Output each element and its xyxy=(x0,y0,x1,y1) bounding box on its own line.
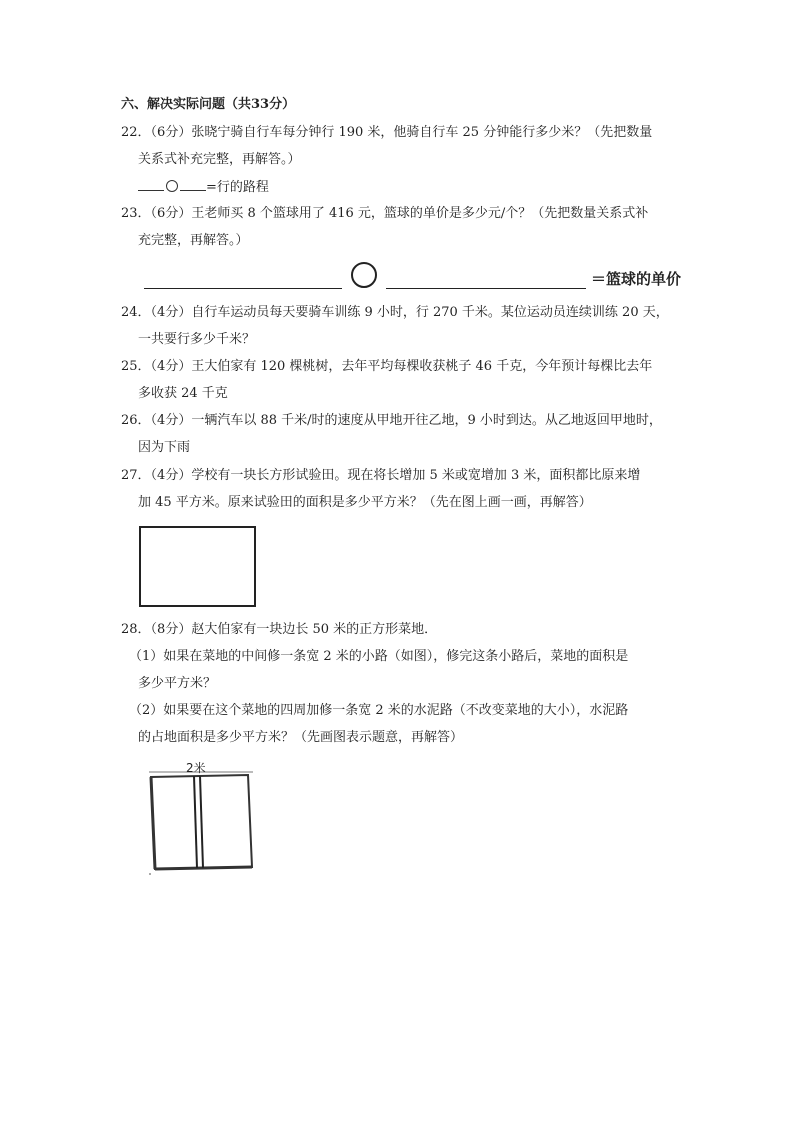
q28-path-right-line xyxy=(200,776,203,868)
q27-field-rectangle[interactable] xyxy=(139,526,256,607)
q28-line1: 28．（8分）赵大伯家有一块边长 50 米的正方形菜地． xyxy=(121,622,438,637)
q22-operator-circle[interactable] xyxy=(166,180,178,192)
q23-operator-circle[interactable] xyxy=(351,262,377,288)
q22-line1: 22．（6分）张晓宁骑自行车每分钟行 190 米，他骑自行车 25 分钟能行多少米？（先把数量 xyxy=(121,125,653,140)
q23-line1: 23．（6分）王老师买 8 个篮球用了 416 元，篮球的单价是多少元/个？（先把数量关系式补 xyxy=(121,206,649,221)
q22-formula-result: =行的路程 xyxy=(206,180,269,195)
q28-sub1-line2: 多少平方米？ xyxy=(138,676,217,691)
q27-line2: 加 45 平方米。原来试验田的面积是多少平方米？（先在图上画一画，再解答） xyxy=(138,495,592,510)
q26-line1: 26．（4分）一辆汽车以 88 千米/时的速度从甲地开往乙地，9 小时到达。从乙地返回甲地时， xyxy=(121,413,662,428)
q28-path-width-label: 2米 xyxy=(186,761,206,775)
q23-blank-2[interactable] xyxy=(386,288,586,289)
q24-line1: 24．（4分）自行车运动员每天要骑车训练 9 小时，行 270 千米。某位运动员连续训练 20 天， xyxy=(121,305,669,320)
q22-line2: 关系式补充完整，再解答。） xyxy=(138,152,301,167)
q23-formula-result: ＝篮球的单价 xyxy=(591,270,682,288)
q26-line2: 因为下雨 xyxy=(138,440,191,455)
q23-blank-1[interactable] xyxy=(144,288,342,289)
q23-line2: 充完整，再解答。） xyxy=(138,233,249,248)
q28-vegetable-plot-diagram xyxy=(146,758,258,876)
q27-line1: 27．（4分）学校有一块长方形试验田。现在将长增加 5 米或宽增加 3 米，面积都比原来增 xyxy=(121,468,641,483)
q25-line2: 多收获 24 千克 xyxy=(138,386,228,401)
q28-sub1-line1: （1）如果在菜地的中间修一条宽 2 米的小路（如图），修完这条小路后，菜地的面积是 xyxy=(129,649,629,664)
q28-sub2-line2: 的占地面积是多少平方米？（先画图表示题意，再解答） xyxy=(138,730,464,745)
q28-left-edge xyxy=(151,777,155,869)
q25-line1: 25．（4分）王大伯家有 120 棵桃树，去年平均每棵收获桃子 46 千克，今年预计每棵比去年 xyxy=(121,359,653,374)
q28-diagram-svg xyxy=(146,758,258,876)
section-title: 六、解决实际问题（共33分） xyxy=(121,97,296,112)
q22-blank-2[interactable] xyxy=(180,178,206,191)
q28-sub2-line1: （2）如果要在这个菜地的四周加修一条宽 2 米的水泥路（不改变菜地的大小），水泥路 xyxy=(129,703,629,718)
q22-blank-1[interactable] xyxy=(138,178,164,191)
q28-path-left-line xyxy=(194,776,197,868)
q22-formula xyxy=(138,178,269,197)
q24-line2: 一共要行多少千米？ xyxy=(138,332,256,347)
